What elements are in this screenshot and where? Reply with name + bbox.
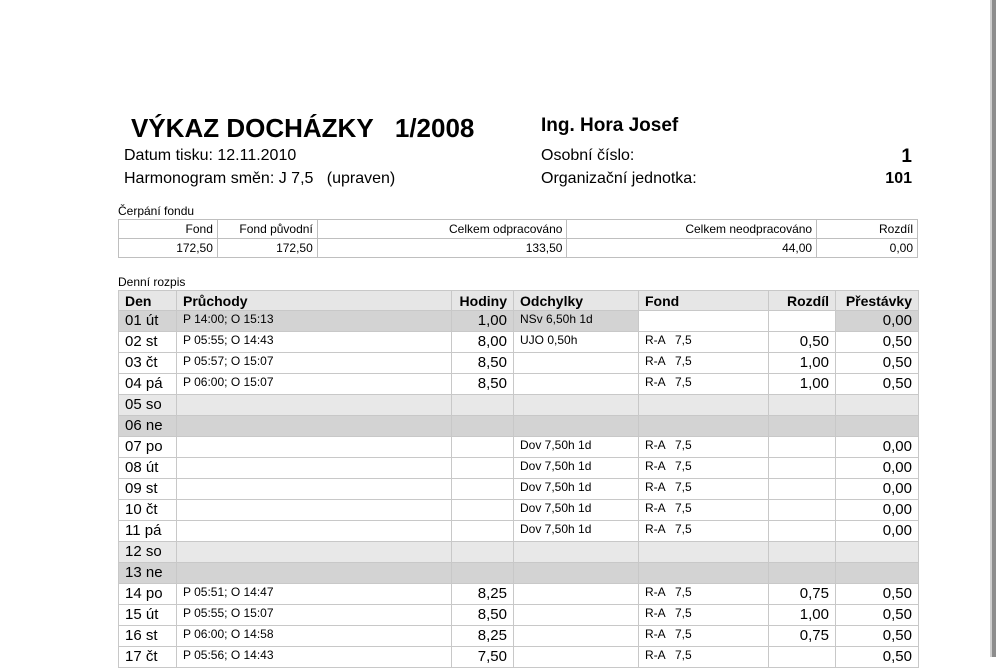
day-cell: 17 čt [119, 647, 177, 668]
passes-cell [177, 395, 452, 416]
fund-value-cell: 172,50 [119, 239, 218, 258]
fund-cell: R-A 7,5 [639, 584, 769, 605]
fund-cell: R-A 7,5 [639, 626, 769, 647]
hours-cell: 8,50 [452, 605, 514, 626]
passes-cell: P 05:55; O 14:43 [177, 332, 452, 353]
passes-cell [177, 458, 452, 479]
header-den: Den [119, 291, 177, 311]
breaks-cell: 0,00 [836, 437, 919, 458]
fund-cell: R-A 7,5 [639, 647, 769, 668]
breaks-cell [836, 395, 919, 416]
hours-cell [452, 437, 514, 458]
hours-cell [452, 395, 514, 416]
deviations-cell: Dov 7,50h 1d [514, 458, 639, 479]
passes-cell [177, 437, 452, 458]
passes-cell: P 05:56; O 14:43 [177, 647, 452, 668]
passes-cell [177, 542, 452, 563]
passes-cell: P 05:55; O 15:07 [177, 605, 452, 626]
table-row [119, 521, 919, 542]
header-pruchody: Průchody [177, 291, 452, 311]
hours-cell [452, 458, 514, 479]
breaks-cell: 0,00 [836, 521, 919, 542]
fund-value-cell: 0,00 [817, 239, 918, 258]
deviations-cell [514, 353, 639, 374]
schedule-info: Harmonogram směn: J 7,5 (upraven) [124, 170, 396, 187]
day-cell: 09 st [119, 479, 177, 500]
header-fond: Fond [639, 291, 769, 311]
day-cell: 15 út [119, 605, 177, 626]
deviations-cell: UJO 0,50h [514, 332, 639, 353]
breaks-cell: 0,50 [836, 332, 919, 353]
fund-header-cell: Celkem neodpracováno [567, 220, 817, 239]
table-row [119, 605, 919, 626]
daily-table [118, 290, 919, 668]
fund-cell: R-A 7,5 [639, 374, 769, 395]
deviations-cell: Dov 7,50h 1d [514, 521, 639, 542]
difference-cell: 1,00 [769, 374, 836, 395]
print-date: Datum tisku: 12.11.2010 [124, 147, 297, 164]
difference-cell [769, 647, 836, 668]
hours-cell [452, 500, 514, 521]
hours-cell [452, 416, 514, 437]
deviations-cell [514, 626, 639, 647]
passes-cell: P 05:51; O 14:47 [177, 584, 452, 605]
passes-cell [177, 563, 452, 584]
table-row [119, 479, 919, 500]
difference-cell: 0,75 [769, 584, 836, 605]
day-cell: 12 so [119, 542, 177, 563]
deviations-cell [514, 416, 639, 437]
difference-cell [769, 458, 836, 479]
day-cell: 02 st [119, 332, 177, 353]
day-cell: 04 pá [119, 374, 177, 395]
day-cell: 07 po [119, 437, 177, 458]
table-row [119, 626, 919, 647]
difference-cell [769, 437, 836, 458]
hours-cell: 7,50 [452, 647, 514, 668]
breaks-cell: 0,00 [836, 500, 919, 521]
deviations-cell [514, 374, 639, 395]
passes-cell: P 06:00; O 14:58 [177, 626, 452, 647]
table-row [119, 353, 919, 374]
table-row [119, 395, 919, 416]
difference-cell: 0,50 [769, 332, 836, 353]
fund-cell: R-A 7,5 [639, 500, 769, 521]
breaks-cell [836, 542, 919, 563]
hours-cell: 8,25 [452, 584, 514, 605]
difference-cell [769, 542, 836, 563]
difference-cell [769, 563, 836, 584]
fund-table [118, 219, 918, 258]
fund-cell [639, 542, 769, 563]
fund-cell: R-A 7,5 [639, 437, 769, 458]
hours-cell: 1,00 [452, 311, 514, 332]
fund-cell [639, 416, 769, 437]
org-unit-value: 101 [885, 170, 912, 187]
fund-cell: R-A 7,5 [639, 521, 769, 542]
table-row [119, 437, 919, 458]
fund-cell: R-A 7,5 [639, 332, 769, 353]
fund-section-label: Čerpání fondu [118, 204, 195, 218]
report-title: VÝKAZ DOCHÁZKY 1/2008 [131, 113, 475, 143]
fund-value-cell: 172,50 [217, 239, 317, 258]
fund-cell: R-A 7,5 [639, 605, 769, 626]
breaks-cell [836, 416, 919, 437]
hours-cell: 8,00 [452, 332, 514, 353]
day-cell: 08 út [119, 458, 177, 479]
fund-header-cell: Fond [119, 220, 218, 239]
table-row [119, 374, 919, 395]
passes-cell [177, 500, 452, 521]
breaks-cell: 0,00 [836, 458, 919, 479]
header-odchylky: Odchylky [514, 291, 639, 311]
breaks-cell: 0,50 [836, 647, 919, 668]
table-row [119, 332, 919, 353]
passes-cell [177, 479, 452, 500]
day-cell: 03 čt [119, 353, 177, 374]
deviations-cell [514, 395, 639, 416]
day-cell: 05 so [119, 395, 177, 416]
fund-cell: R-A 7,5 [639, 479, 769, 500]
breaks-cell: 0,50 [836, 353, 919, 374]
fund-value-row [119, 239, 918, 258]
fund-header-cell: Rozdíl [817, 220, 918, 239]
hours-cell [452, 479, 514, 500]
deviations-cell [514, 542, 639, 563]
hours-cell: 8,50 [452, 374, 514, 395]
fund-value-cell: 44,00 [567, 239, 817, 258]
fund-cell [639, 311, 769, 332]
fund-cell [639, 563, 769, 584]
day-cell: 13 ne [119, 563, 177, 584]
fund-cell: R-A 7,5 [639, 458, 769, 479]
breaks-cell: 0,50 [836, 605, 919, 626]
daily-section-label: Denní rozpis [118, 275, 186, 289]
passes-cell: P 06:00; O 15:07 [177, 374, 452, 395]
table-row [119, 311, 919, 332]
fund-header-cell: Fond původní [217, 220, 317, 239]
difference-cell [769, 521, 836, 542]
deviations-cell [514, 605, 639, 626]
personal-number-value: 1 [901, 146, 912, 167]
difference-cell [769, 416, 836, 437]
difference-cell [769, 395, 836, 416]
header-rozdil: Rozdíl [769, 291, 836, 311]
day-cell: 11 pá [119, 521, 177, 542]
window-scrollbar-edge[interactable] [992, 0, 996, 657]
passes-cell: P 14:00; O 15:13 [177, 311, 452, 332]
fund-header-row [119, 220, 918, 239]
table-row [119, 458, 919, 479]
breaks-cell: 0,50 [836, 626, 919, 647]
day-cell: 10 čt [119, 500, 177, 521]
fund-value-cell: 133,50 [317, 239, 567, 258]
header-prestavky: Přestávky [836, 291, 919, 311]
difference-cell: 0,75 [769, 626, 836, 647]
passes-cell [177, 416, 452, 437]
hours-cell [452, 563, 514, 584]
breaks-cell: 0,00 [836, 479, 919, 500]
deviations-cell [514, 584, 639, 605]
difference-cell [769, 500, 836, 521]
deviations-cell: Dov 7,50h 1d [514, 437, 639, 458]
fund-cell: R-A 7,5 [639, 353, 769, 374]
table-row [119, 647, 919, 668]
org-unit-label: Organizační jednotka: [541, 170, 697, 187]
hours-cell [452, 521, 514, 542]
difference-cell [769, 311, 836, 332]
deviations-cell: Dov 7,50h 1d [514, 500, 639, 521]
hours-cell: 8,50 [452, 353, 514, 374]
difference-cell: 1,00 [769, 353, 836, 374]
passes-cell: P 05:57; O 15:07 [177, 353, 452, 374]
difference-cell [769, 479, 836, 500]
hours-cell [452, 542, 514, 563]
table-row [119, 584, 919, 605]
personal-number-label: Osobní číslo: [541, 147, 635, 164]
table-row [119, 416, 919, 437]
table-row [119, 563, 919, 584]
table-row [119, 500, 919, 521]
breaks-cell: 0,00 [836, 311, 919, 332]
day-cell: 06 ne [119, 416, 177, 437]
daily-header-row [119, 291, 919, 311]
deviations-cell: NSv 6,50h 1d [514, 311, 639, 332]
deviations-cell [514, 563, 639, 584]
day-cell: 16 st [119, 626, 177, 647]
header-hodiny: Hodiny [452, 291, 514, 311]
hours-cell: 8,25 [452, 626, 514, 647]
employee-name: Ing. Hora Josef [541, 115, 679, 136]
deviations-cell: Dov 7,50h 1d [514, 479, 639, 500]
table-row [119, 542, 919, 563]
fund-cell [639, 395, 769, 416]
difference-cell: 1,00 [769, 605, 836, 626]
breaks-cell [836, 563, 919, 584]
day-cell: 14 po [119, 584, 177, 605]
fund-header-cell: Celkem odpracováno [317, 220, 567, 239]
breaks-cell: 0,50 [836, 374, 919, 395]
breaks-cell: 0,50 [836, 584, 919, 605]
passes-cell [177, 521, 452, 542]
deviations-cell [514, 647, 639, 668]
day-cell: 01 út [119, 311, 177, 332]
